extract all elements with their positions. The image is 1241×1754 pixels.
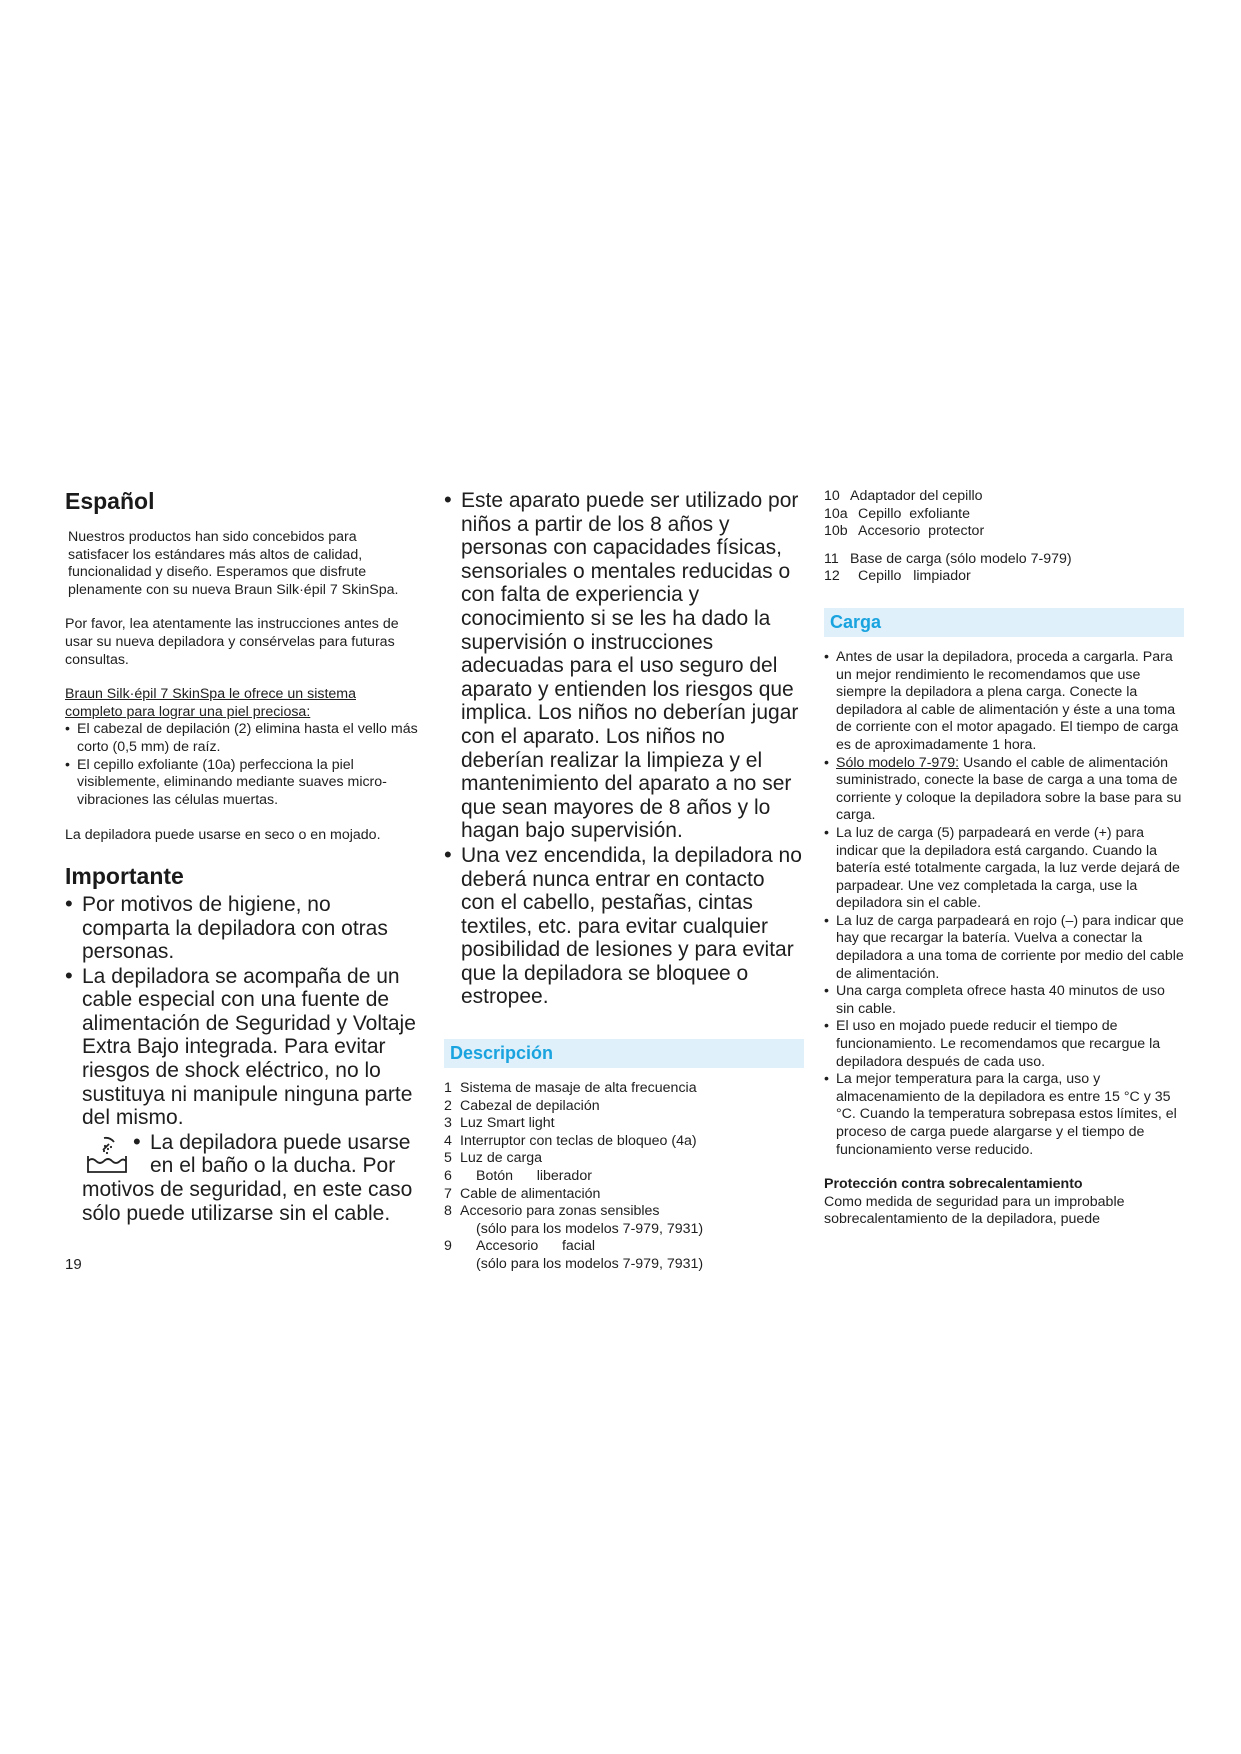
description-heading: Descripción — [444, 1039, 804, 1068]
offer-item: • El cabezal de depilación (2) elimina hasta el vello más corto (0,5 mm) de raíz. — [65, 721, 418, 755]
list-item: 10 Adaptador del cepillo — [824, 488, 983, 504]
list-item: 6 Botón liberador — [444, 1168, 592, 1185]
list-item: 8 Accesorio para zonas sensibles — [444, 1203, 660, 1220]
parts-list-continued — [824, 488, 1184, 586]
list-item: 4 Interruptor con teclas de bloqueo (4a) — [444, 1132, 697, 1149]
page-number: 19 — [65, 1256, 82, 1273]
charge-item: • La luz de carga parpadeará en rojo (–) para indicar que hay que recargar la batería. Vuelva a conectar la depiladora a una toma de corriente por medio del cable de alimentación. — [824, 912, 1184, 982]
list-item: 11 Base de carga (sólo modelo 7-979) — [824, 550, 1072, 567]
model-label: Sólo modelo 7-979: — [836, 754, 960, 771]
offer-heading — [65, 686, 420, 721]
list-item: 1 Sistema de masaje de alta frecuencia — [444, 1080, 697, 1097]
charge-item: • Una carga completa ofrece hasta 40 minutos de uso sin cable. — [824, 983, 1165, 1017]
list-item: (sólo para los modelos 7-979, 7931) — [476, 1256, 704, 1272]
parts-list — [444, 1080, 804, 1274]
list-item: 10a Cepillo exfoliante — [824, 505, 970, 522]
charge-item: • El uso en mojado puede reducir el tiempo de funcionamiento. Le recomendamos que recargue la depiladora después de cada uso. — [824, 1018, 1161, 1070]
important-item: • La depiladora se acompaña de un cable especial con una fuente de alimentación de Seguridad y Voltaje Extra Bajo integrada. Para evitar riesgos de shock eléctrico, no lo sustituya ni manipule ninguna parte del mismo. — [65, 962, 416, 1130]
charge-item: • Antes de usar la depiladora, proceda a cargarla. Para un mejor rendimiento le recomendamos que use siempre la depiladora a plena carga. Conecte la depiladora al cable de alimentación y éste a una toma de corriente con el motor apagado. El tiempo de carga es de aproximadamente 1 hora. — [824, 648, 1179, 753]
list-item: 3 Luz Smart light — [444, 1115, 555, 1132]
list-item: (sólo para los modelos 7-979, 7931) — [476, 1220, 704, 1237]
list-item: 7 Cable de alimentación — [444, 1185, 601, 1202]
offer-line-1: Braun Silk·épil 7 SkinSpa le ofrece un sistema — [65, 686, 356, 703]
charge-item: • La mejor temperatura para la carga, uso y almacenamiento de la depiladora es entre 15 °C y 35 °C. Cuando la temperatura sobrepasa estos límites, el proceso de carga puede alargarse y el tiempo de funcionamiento verse reducido. — [824, 1071, 1177, 1158]
list-item: 12 Cepillo limpiador — [824, 568, 971, 585]
list-item: 9 Accesorio facial — [444, 1238, 596, 1255]
important-item: • Por motivos de higiene, no comparta la depiladora con otras personas. — [65, 890, 388, 964]
offer-line-2: completo para lograr una piel preciosa: — [65, 703, 311, 720]
read-note-paragraph: Por favor, lea atentamente las instrucciones antes de usar su nueva depiladora y consérvelas para futuras consultas. — [65, 616, 399, 668]
wet-dry-note: La depiladora puede usarse en seco o en mojado. — [65, 827, 381, 844]
safety-item: • Una vez encendida, la depiladora no deberá nunca entrar en contacto con el cabello, pestañas, cintas textiles, etc. para evitar cualquier posibilidad de lesiones y para evitar que la depiladora se bloquee o estropee. — [444, 841, 802, 1009]
column-2 — [444, 488, 804, 1274]
intro-paragraph: Nuestros productos han sido concebidos para satisfacer los estándares más altos de calidad, funcionalidad y diseño. Esperamos que disfrute plenamente con su nueva Braun Silk·épil 7 SkinSpa. — [68, 529, 399, 598]
page-title: Español — [65, 488, 155, 514]
overheat-heading: Protección contra sobrecalentamiento — [824, 1176, 1083, 1193]
column-3 — [824, 488, 1184, 1229]
list-item: 2 Cabezal de depilación — [444, 1097, 600, 1114]
bath-item: • La depiladora puede usarse en el baño o la ducha. Por motivos de seguridad, en este caso sólo puede utilizarse sin el cable. — [82, 1128, 413, 1225]
important-heading: Importante — [65, 862, 184, 889]
charge-item-model: • Sólo modelo 7-979: Usando el cable de alimentación suministrado, conecte la base de carga a una toma de corriente y coloque la depiladora sobre la base para su carga. — [824, 754, 1182, 824]
offer-item: • El cepillo exfoliante (10a) perfecciona la piel visiblemente, eliminando mediante suaves micro-vibraciones las células muertas. — [65, 756, 387, 808]
overheat-paragraph: Como medida de seguridad para un improbable sobrecalentamiento de la depiladora, puede — [824, 1193, 1125, 1228]
list-item: 10b Accesorio protector — [824, 523, 985, 540]
charge-heading: Carga — [824, 608, 1184, 637]
list-item: 5 Luz de carga — [444, 1150, 543, 1167]
safety-item: • Este aparato puede ser utilizado por niños a partir de los 8 años y personas con capacidades físicas, sensoriales o mentales reducidas o con falta de experiencia y conocimiento si se les ha dado la supervisión o instrucciones adecuadas para el uso seguro del aparato y entienden los riesgos que implica. Los niños no deberían jugar con el aparato. Los niños no deberían realizar la limpieza y el mantenimiento del aparato a no ser que sean mayores de 8 años y lo hagan bajo supervisión. — [444, 487, 799, 843]
charge-item: • La luz de carga (5) parpadeará en verde (+) para indicar que la depiladora está cargando. Cuando la batería esté totalmente cargada, la luz verde dejará de parpadear. Une vez completada la carga, use la depiladora sin el cable. — [824, 824, 1180, 912]
column-1 — [65, 488, 420, 1225]
